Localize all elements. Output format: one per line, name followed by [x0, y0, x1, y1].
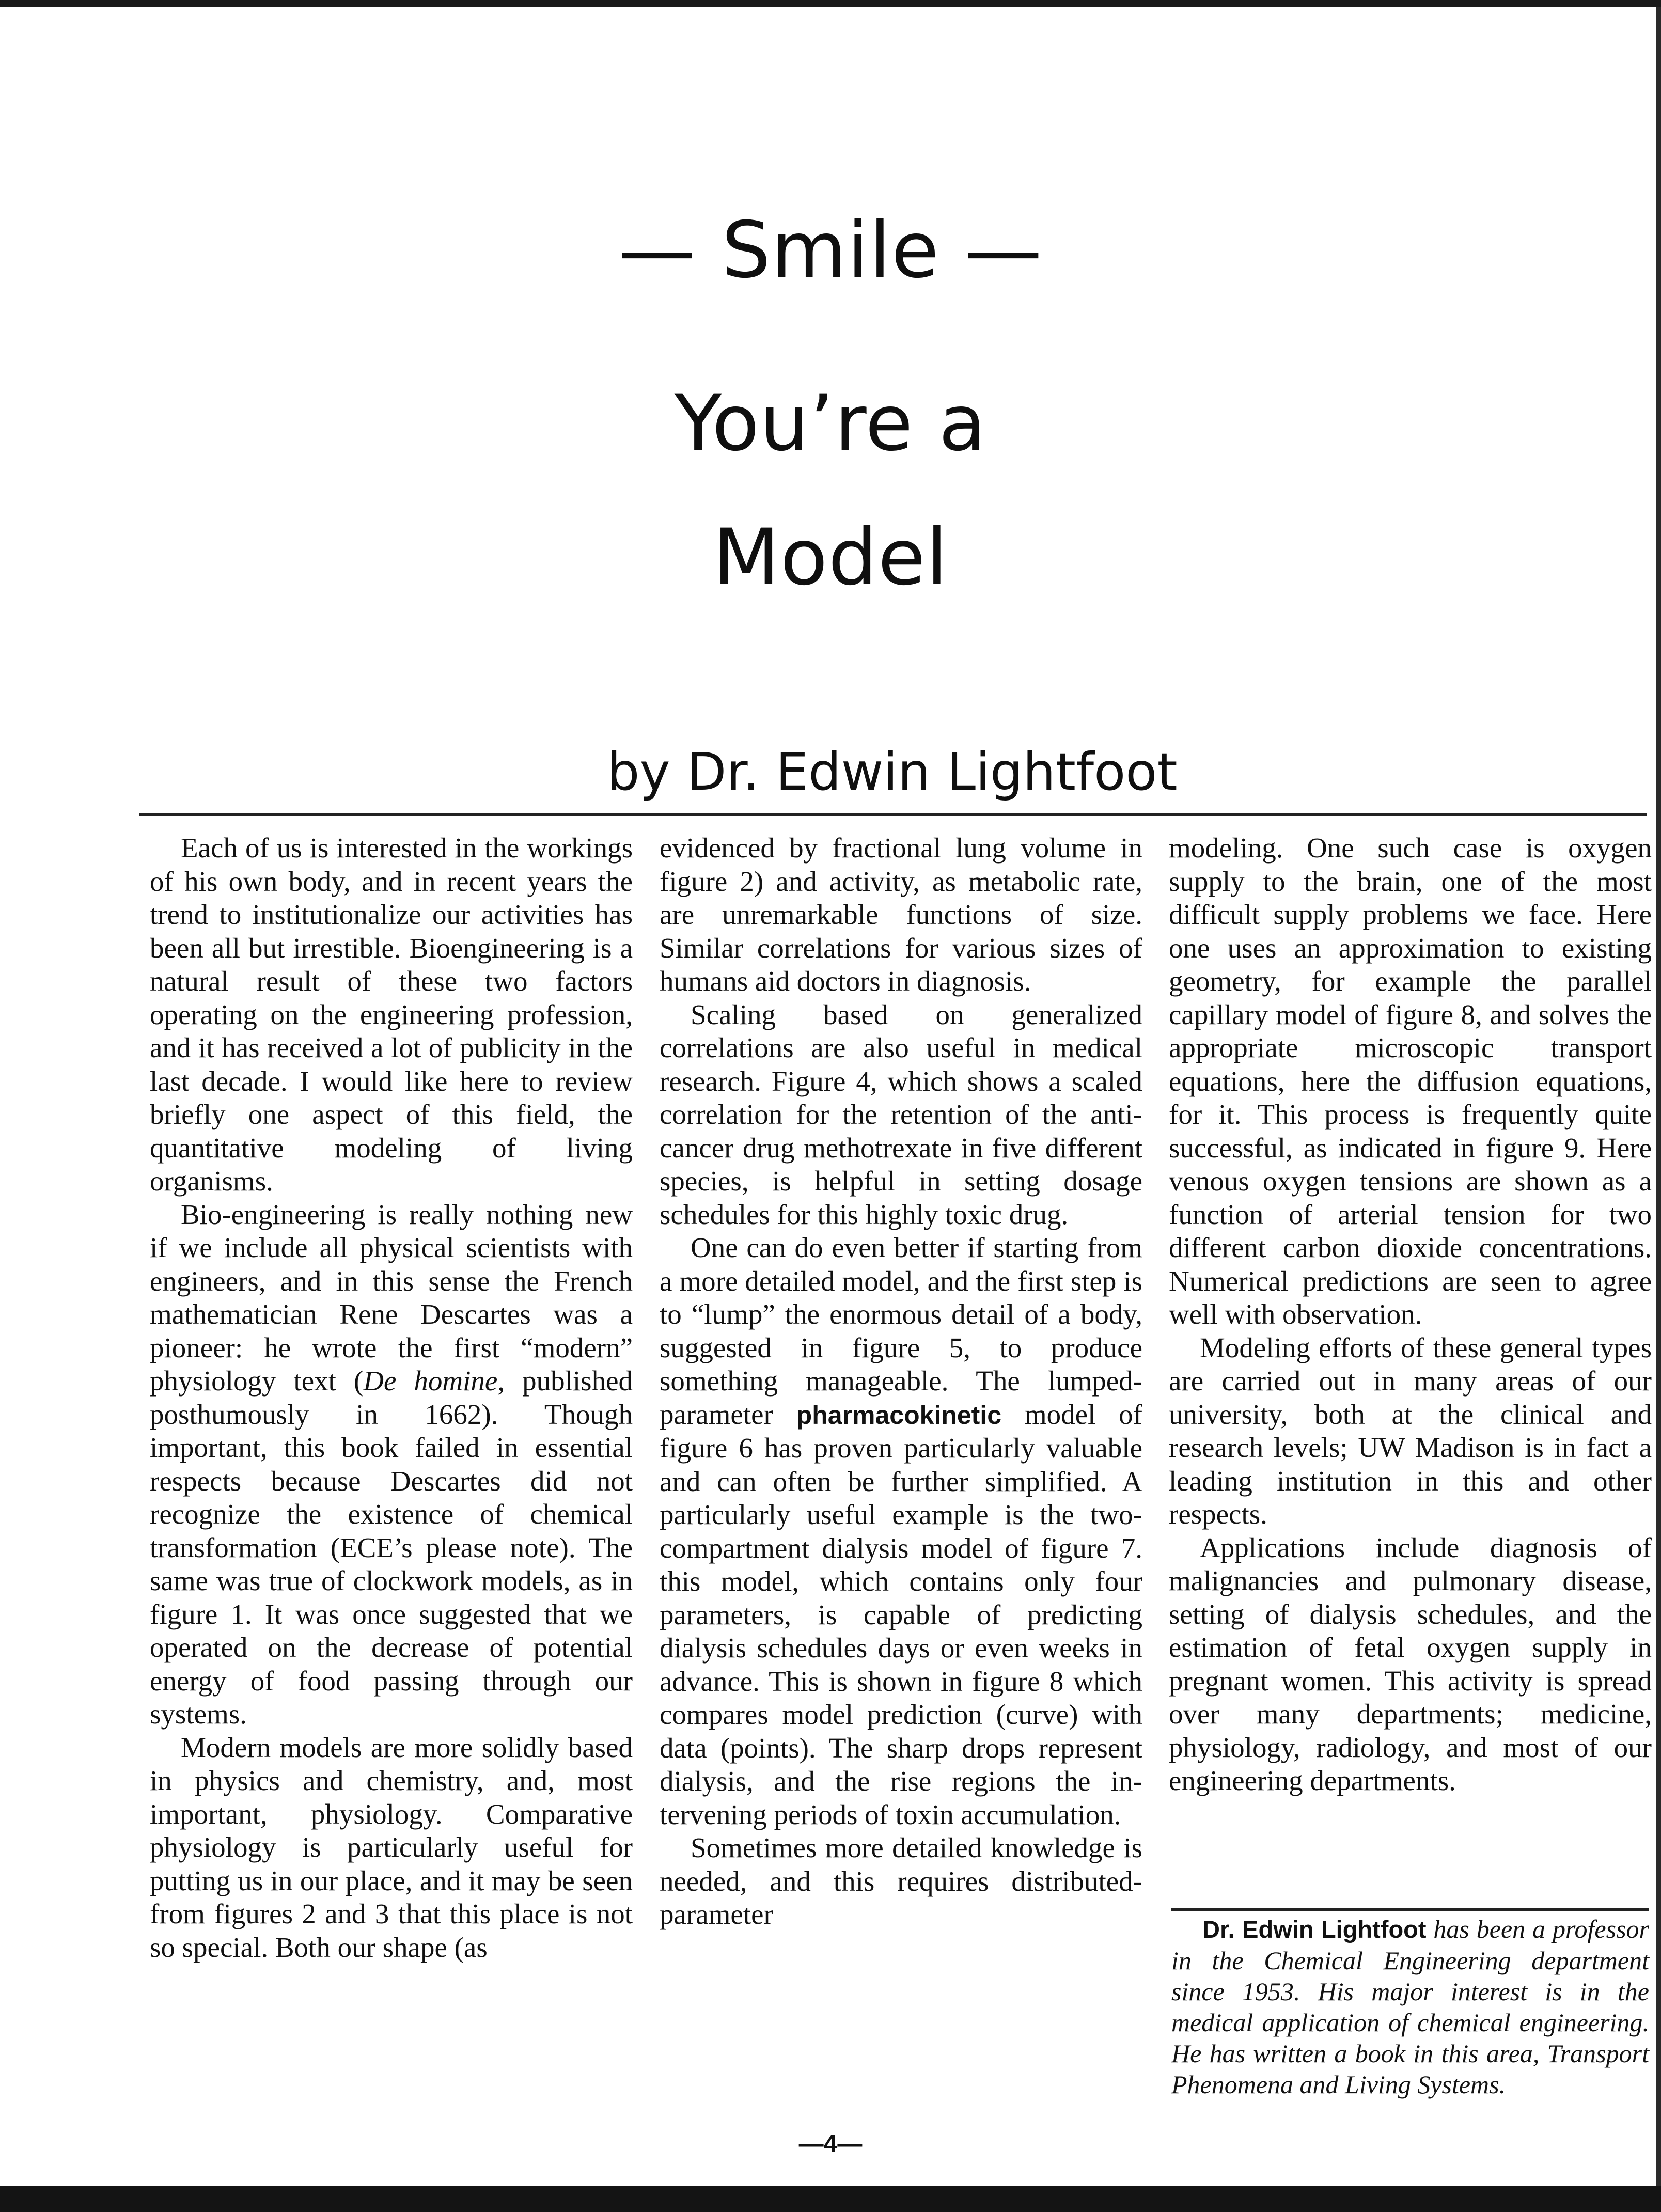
bio-author-name: Dr. Edwin Lightfoot — [1202, 1916, 1427, 1943]
article-column-1 — [150, 832, 633, 1964]
paragraph: Scaling based on generalized correlations are also useful in medical research. Figure 4, which shows a scaled correlation for the retention of the anti-cancer drug methotrexate in five different species, is helpful in setting dosage schedules for this highly toxic drug. — [660, 998, 1142, 1230]
paragraph: Applications include diagnosis of malignancies and pulmonary disease, setting of dialysis schedules, and the estimation of fetal oxygen supply in pregnant women. This activity is spread over many departments; medicine, physiology, radiology, and most of our engineering departments. — [1169, 1531, 1652, 1796]
scan-edge-top — [0, 0, 1661, 7]
author-bio — [1171, 1913, 1649, 2100]
paragraph — [150, 1198, 633, 1731]
article-column-3 — [1169, 832, 1652, 1798]
title-line-2: You’re a — [674, 379, 987, 468]
paragraph: Modeling efforts of these general types are carried out in many areas of our university, both at the clinical and research levels; UW Madison is in fact a leading institution in this and other respects. — [1169, 1331, 1652, 1530]
title-line-3: Model — [713, 513, 948, 603]
byline: by Dr. Edwin Lightfoot — [607, 742, 1178, 802]
paragraph-text: One can do even better if starting from a more detailed model, and the first step is to “lump” the enormous detail of a body, suggested in figure 5, to produce something manageable. The lumpedparameter — [660, 1232, 1142, 1430]
book-title: De homine — [363, 1365, 498, 1397]
paragraph — [660, 1231, 1142, 1831]
header-rule — [139, 813, 1647, 816]
paragraph-text: , published posthumously in 1662). Though important, this book failed in essential respects because Descartes did not recognize the existence of chemical transformation (ECE’s please note). The same was true of clockwork models, as in figure 1. It was once suggested that we operated on the decrease of potential energy of food passing through our systems. — [150, 1365, 633, 1730]
page-number: —4— — [798, 2130, 863, 2158]
scan-edge-right — [1656, 7, 1661, 2192]
paragraph: Modern models are more solidly based in physics and chemistry, and, most important, physiology. Comparative physiology is particularly useful for putting us in our place, and it may be seen from figures 2 and 3 that this place is not so special. Both our shape (as — [150, 1731, 633, 1963]
bio-text: has been a professor in the Chemical Engineering department since 1953. His major interest is in the medical application of chemical engineering. He has written a book in this area, Transport Phenomena and Living Systems. — [1171, 1915, 1650, 2099]
paragraph-text: Bio-engineering is really nothing new if we include all physical scientists with engineers, and in this sense the French mathematician Rene Descartes was a pioneer: he wrote the first “modern” physiology text ( — [150, 1198, 633, 1397]
paragraph: Each of us is interested in the workings of his own body, and in recent years the trend to institutionalize our activities has been all but irrestible. Bioengineering is a natural result of these two factors operating on the engineering profession, and it has received a lot of publicity in the last decade. I would like here to review briefly one aspect of this field, the quantitative modeling of living organisms. — [150, 832, 633, 1197]
title-line-1: — Smile — — [618, 206, 1043, 295]
bio-rule — [1171, 1908, 1649, 1911]
article-column-2 — [660, 832, 1142, 1932]
paragraph-text: model of figure 6 has proven particularly valuable and can often be further simplified. A particularly useful example is the two-compartment dialysis model of figure 7. this model, which contains only four parameters, is capable of predicting dialysis schedules days or even weeks in advance. This is shown in figure 8 which compares model prediction (curve) with data (points). The sharp drops represent dialysis, and the rise regions the intervening periods of toxin accumulation. — [660, 1398, 1142, 1830]
scan-edge-bottom — [0, 2186, 1661, 2212]
paragraph: modeling. One such case is oxygen supply to the brain, one of the most difficult supply problems we face. Here one uses an approximation to existing geometry, for example the parallel capillary model of figure 8, and solves the appropriate microscopic transport equations, here the diffusion equations, for it. This process is frequently quite successful, as indicated in figure 9. Here venous oxygen tensions are shown as a function of arterial tension for two different carbon dioxide concentrations. Numerical predictions are seen to agree well with observation. — [1169, 832, 1652, 1330]
paragraph: Sometimes more detailed knowledge is needed, and this requires distributed-parameter — [660, 1832, 1142, 1930]
paragraph: evidenced by fractional lung volume in figure 2) and activity, as metabolic rate, are unremarkable functions of size. Similar correlations for various sizes of humans aid doctors in diagnosis. — [660, 832, 1142, 997]
keyword: pharmacokinetic — [796, 1400, 1002, 1430]
